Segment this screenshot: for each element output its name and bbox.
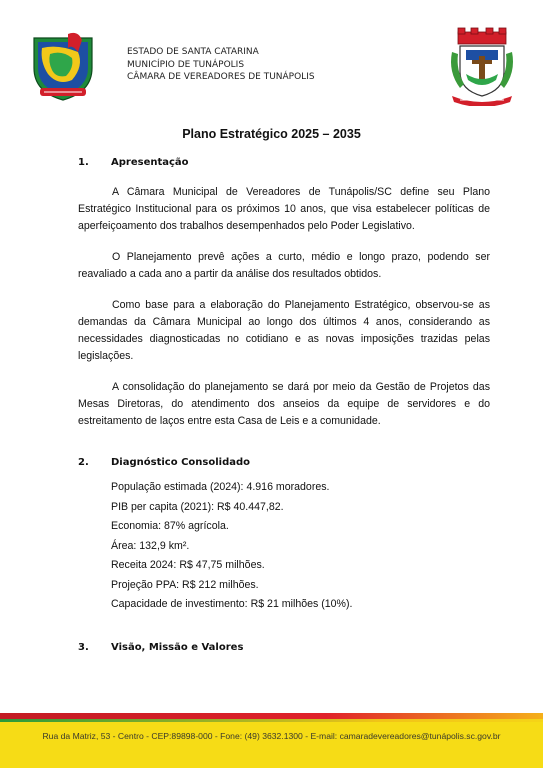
list-item: Projeção PPA: R$ 212 milhões. [111,578,259,591]
paragraph: O Planejamento prevê ações a curto, médio e longo prazo, podendo ser reavaliado a cada ano a partir da análise dos resultados obtidos. [78,251,490,280]
list-item: Capacidade de investimento: R$ 21 milhões (10%). [111,598,353,610]
section-1-title: Apresentação [111,157,189,168]
header-municipality: MUNICÍPIO DE TUNÁPOLIS [127,59,245,70]
list-item: PIB per capita (2021): R$ 40.447,82. [111,500,284,513]
header-institution-lines [127,46,315,84]
section-1-number: 1. [78,157,89,168]
diagnostic-list [111,478,352,615]
footer-contact-line: Rua da Matriz, 53 - Centro - CEP:89898-000 - Fone: (49) 3632.1300 - E-mail: camaradevereadores@tunápolis.sc.gov.br [42,731,501,741]
section-1-body [78,184,490,444]
coat-of-arms-icon [446,26,518,106]
paragraph: A Câmara Municipal de Vereadores de Tunápolis/SC define seu Plano Estratégico Institucional para os próximos 10 anos, que visa estabelecer políticas de aperfeiçoamento dos trabalhos desempenhados pelo Poder Legislativo. [78,186,490,232]
list-item: População estimada (2024): 4.916 moradores. [111,481,330,493]
document-title: Plano Estratégico 2025 – 2035 [182,127,361,141]
section-3-heading [78,642,243,653]
footer-band [0,722,543,768]
section-2-heading [78,457,250,468]
section-3-number: 3. [78,642,89,653]
section-3-title: Visão, Missão e Valores [111,642,244,653]
header-state: ESTADO DE SANTA CATARINA [127,47,259,57]
paragraph: A consolidação do planejamento se dará por meio da Gestão de Projetos das Mesas Diretoras, do atendimento dos anseios da equipe de servidores e do estreitamento de laços entre esta Casa de Leis e a comunidade. [78,381,490,427]
section-1-heading [78,157,189,168]
list-item: Economia: 87% agrícola. [111,520,229,532]
list-item: Área: 132,9 km². [111,539,190,552]
paragraph: Como base para a elaboração do Planejamento Estratégico, observou-se as demandas da Câmara Municipal ao longo dos últimos 4 anos, considerando as necessidades diagnosticadas no cotidiano e as novas imposições trazidas pelas legislações. [78,299,490,362]
section-2-title: Diagnóstico Consolidado [111,457,251,468]
header-chamber: CÂMARA DE VEREADORES DE TUNÁPOLIS [127,72,315,82]
section-2-number: 2. [78,457,89,468]
chamber-emblem-icon [28,30,98,102]
list-item: Receita 2024: R$ 47,75 milhões. [111,559,265,571]
